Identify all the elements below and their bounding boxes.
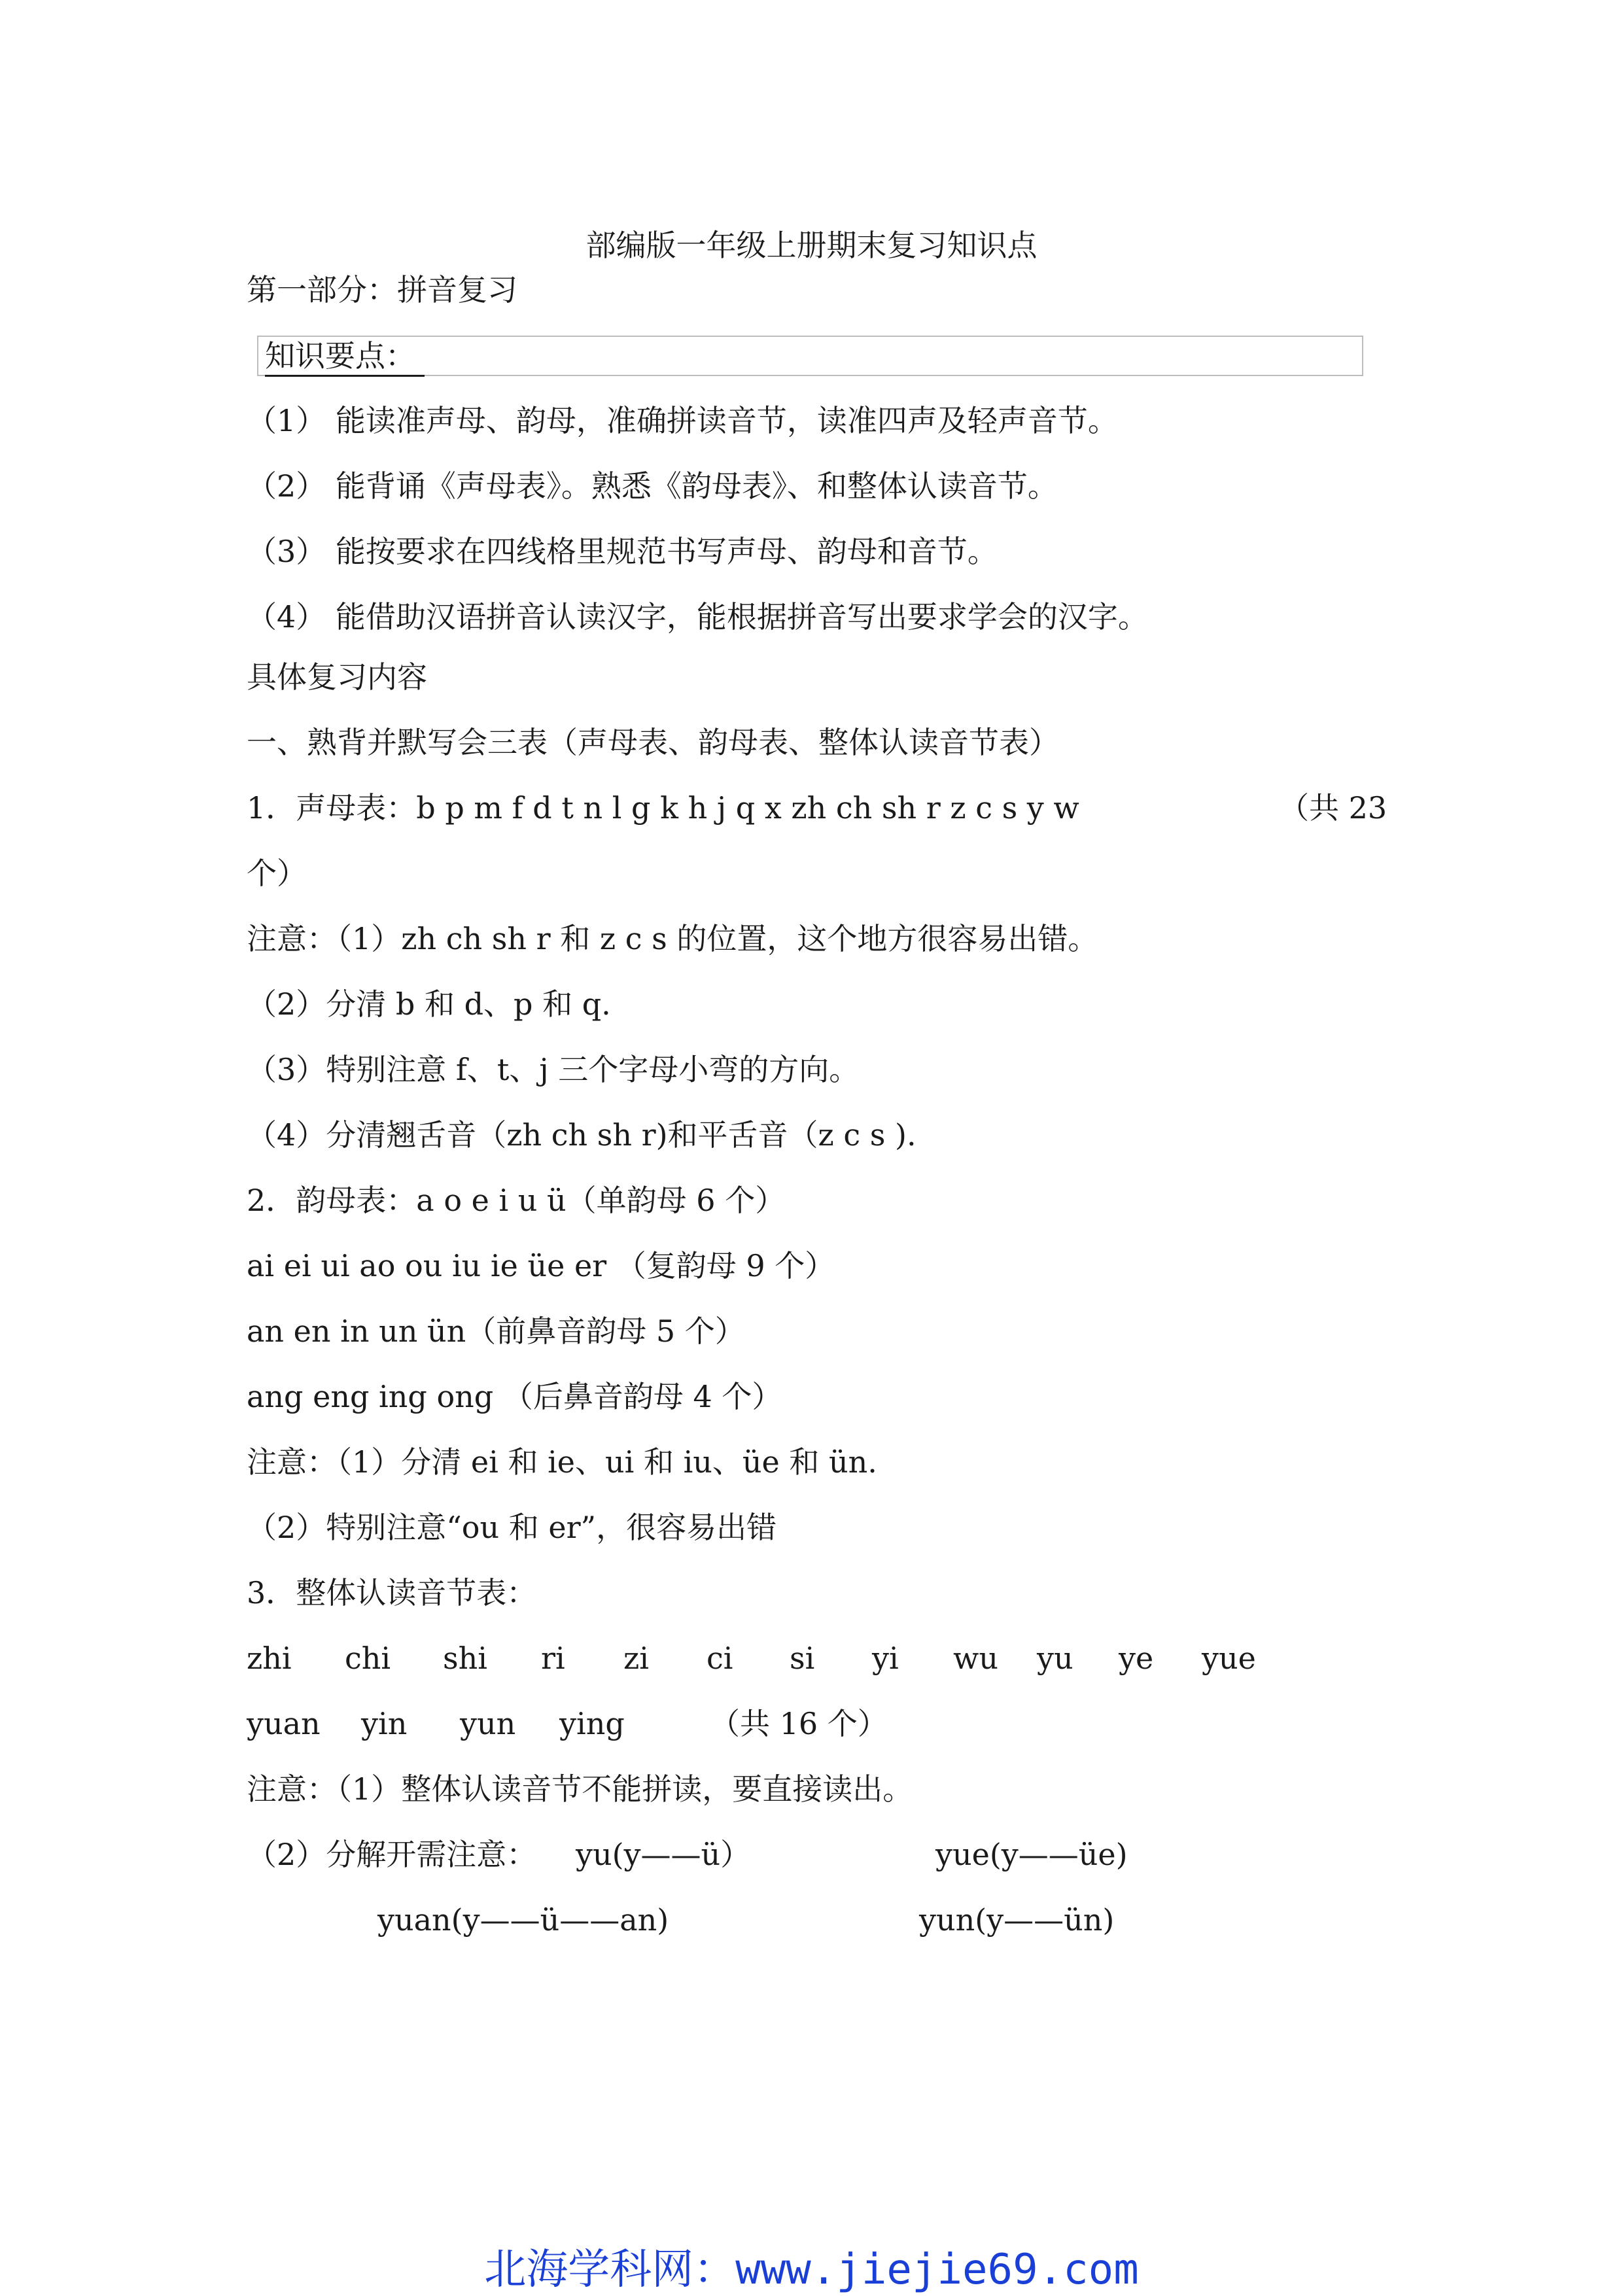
zhengti-count: （共 16 个） <box>710 1706 888 1741</box>
syllable: ye <box>1119 1641 1154 1676</box>
syllable: wu <box>953 1641 998 1676</box>
note-3-2: （2）分解开需注意： <box>247 1837 537 1872</box>
note-2-1: 注意：（1）分清 ei 和 ie、ui 和 iu、üe 和 ün. <box>247 1444 877 1480</box>
note-1-1: 注意：（1）zh ch sh r 和 z c s 的位置，这个地方很容易出错。 <box>247 921 1098 956</box>
note-1-4: （4）分清翘舌音（zh ch sh r)和平舌音（z c s ). <box>247 1117 916 1153</box>
syllable: yue <box>1202 1641 1256 1676</box>
syllable: zi <box>623 1641 649 1676</box>
key-point-2: （2） 能背诵《声母表》。熟悉《韵母表》、和整体认读音节。 <box>247 468 1058 504</box>
key-point-3: （3） 能按要求在四线格里规范书写声母、韵母和音节。 <box>247 534 998 569</box>
syllable: zhi <box>247 1641 292 1676</box>
key-point-1: （1） 能读准声母、韵母，准确拼读音节，读准四声及轻声音节。 <box>247 403 1118 438</box>
section1-title: 一、熟背并默写会三表（声母表、韵母表、整体认读音节表） <box>247 725 1059 760</box>
syllable: ci <box>707 1641 733 1676</box>
zhengti-title: 3．整体认读音节表： <box>247 1575 537 1610</box>
note-3-1: 注意：（1）整体认读音节不能拼读，要直接读出。 <box>247 1771 913 1807</box>
shengmu-count-a: （共 23 <box>1279 790 1387 826</box>
yunmu-title: 2．韵母表：a o e i u ü（单韵母 6 个） <box>247 1183 786 1218</box>
key-points-box <box>257 336 1363 376</box>
decomp-yue: yue(y——üe) <box>935 1837 1128 1872</box>
decomp-yun: yun(y——ün) <box>919 1902 1115 1938</box>
specific-review-heading: 具体复习内容 <box>247 659 427 695</box>
yunmu-fu: ai ei ui ao ou iu ie üe er （复韵母 9 个） <box>247 1248 835 1283</box>
syllable: yun <box>460 1706 516 1741</box>
shengmu-table-line: 1．声母表：b p m f d t n l g k h j q x zh ch sh r z c s y w <box>247 790 1079 826</box>
note-1-3: （3）特别注意 f、t、j 三个字母小弯的方向。 <box>247 1052 860 1087</box>
yunmu-hou: ang eng ing ong （后鼻音韵母 4 个） <box>247 1379 782 1414</box>
decomp-yu: yu(y——ü） <box>576 1837 751 1872</box>
syllable: ri <box>541 1641 565 1676</box>
key-points-label: 知识要点： <box>265 337 425 377</box>
key-point-4: （4） 能借助汉语拼音认读汉字，能根据拼音写出要求学会的汉字。 <box>247 599 1148 635</box>
syllable: yi <box>872 1641 899 1676</box>
syllable: chi <box>345 1641 391 1676</box>
shengmu-count-b: 个） <box>247 856 307 891</box>
syllable: yin <box>361 1706 408 1741</box>
syllable: si <box>790 1641 815 1676</box>
note-1-2: （2）分清 b 和 d、p 和 q. <box>247 986 611 1022</box>
decomp-yuan: yuan(y——ü——an) <box>377 1902 669 1938</box>
footer-watermark: 北海学科网：www.jiejie69.com <box>484 2246 1139 2294</box>
part-heading: 第一部分：拼音复习 <box>247 272 517 307</box>
syllable: ying <box>559 1706 625 1741</box>
document-title: 部编版一年级上册期末复习知识点 <box>585 228 1038 263</box>
yunmu-qian: an en in un ün（前鼻音韵母 5 个） <box>247 1313 745 1349</box>
syllable: yuan <box>247 1706 321 1741</box>
syllable: yu <box>1037 1641 1073 1676</box>
syllable: shi <box>443 1641 487 1676</box>
note-2-2: （2）特别注意“ou 和 er”，很容易出错 <box>247 1510 777 1545</box>
